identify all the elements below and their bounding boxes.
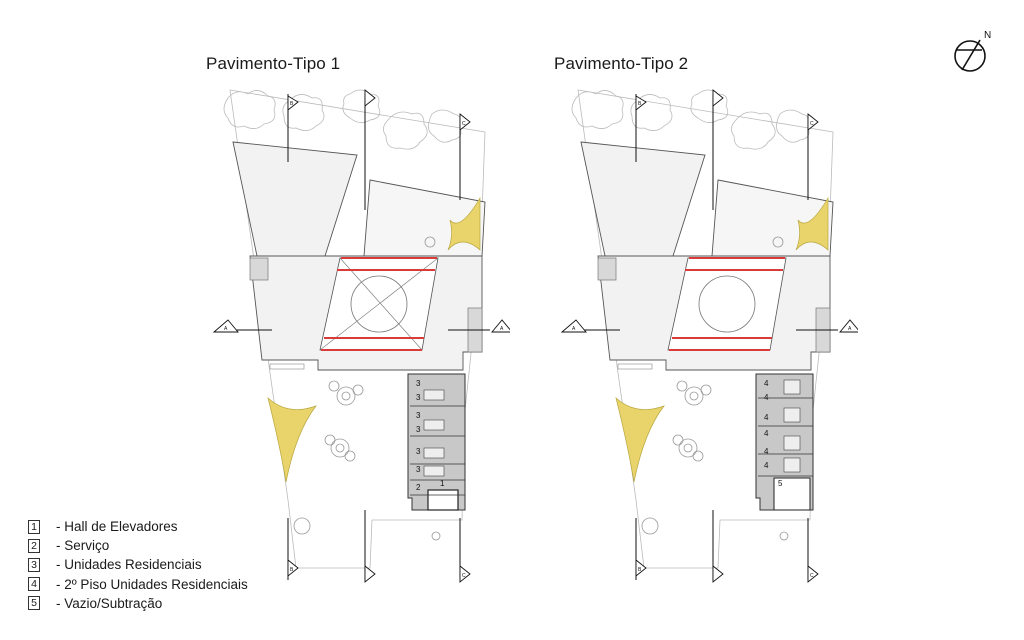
north-arrow-icon: [952, 28, 996, 76]
unit-label: 4: [764, 447, 769, 456]
section-tag: B: [638, 567, 642, 573]
legend-item: [28, 594, 248, 613]
legend-item: [28, 536, 248, 555]
slab-upper-left: [233, 142, 357, 256]
plan-1-title: Pavimento-Tipo 1: [206, 54, 341, 73]
unit-label: 3: [416, 447, 421, 456]
tree-cluster-top: [224, 90, 461, 149]
section-tag: B: [290, 101, 294, 107]
unit-label: 4: [764, 393, 769, 402]
legend-text: - Unidades Residenciais: [56, 557, 202, 573]
bench: [270, 364, 304, 369]
legend-text: - Vazio/Subtração: [56, 595, 163, 611]
core-block-left: [250, 258, 268, 280]
section-tag: A: [848, 326, 852, 332]
north-label: N: [984, 30, 992, 41]
atrium-void: [668, 258, 786, 350]
tree-cluster-top: [572, 90, 809, 149]
legend-text: - Serviço: [56, 538, 110, 554]
section-marker-c-top: [365, 90, 375, 106]
unit-label: 4: [764, 461, 769, 470]
legend-number: 4: [28, 577, 40, 591]
unit-label: 1: [440, 479, 445, 488]
unit-label: 3: [416, 379, 421, 388]
legend-number: 1: [28, 520, 40, 534]
floor-plan-1: [200, 80, 510, 590]
legend-item: [28, 555, 248, 574]
legend: [28, 517, 248, 613]
unit-label: 3: [416, 465, 421, 474]
legend-number: 3: [28, 558, 40, 572]
core-block-left: [598, 258, 616, 280]
unit-label: 5: [778, 479, 783, 488]
shade-sail-lower: [268, 398, 316, 482]
section-tag: B: [638, 101, 642, 107]
floor-plan-2: [548, 80, 858, 590]
section-tag: C: [810, 121, 814, 127]
section-tag: C: [462, 573, 466, 579]
unit-label: 4: [764, 429, 769, 438]
section-tag: B: [290, 567, 294, 573]
section-tag: C: [462, 121, 466, 127]
unit-label: 4: [764, 413, 769, 422]
shade-sail-lower: [616, 398, 664, 482]
legend-number: 2: [28, 539, 40, 553]
bench: [618, 364, 652, 369]
legend-item: [28, 575, 248, 594]
unit-label: 3: [416, 425, 421, 434]
unit-label: 2: [416, 483, 421, 492]
slab-upper-left: [581, 142, 705, 256]
section-tag: C: [810, 573, 814, 579]
unit-label: 3: [416, 411, 421, 420]
plan-2-title: Pavimento-Tipo 2: [554, 54, 689, 73]
section-marker-c-bottom: [365, 566, 375, 582]
legend-number: 5: [28, 596, 40, 610]
legend-text: - Hall de Elevadores: [56, 519, 178, 534]
unit-label: 3: [416, 393, 421, 402]
section-tag: A: [572, 326, 576, 332]
legend-item: [28, 517, 248, 536]
section-tag: A: [224, 326, 228, 332]
section-marker-c-top: [713, 90, 723, 106]
section-tag: A: [500, 326, 504, 332]
section-marker-c-bottom: [713, 566, 723, 582]
unit-label: 4: [764, 379, 769, 388]
legend-text: - 2º Piso Unidades Residenciais: [56, 576, 248, 592]
